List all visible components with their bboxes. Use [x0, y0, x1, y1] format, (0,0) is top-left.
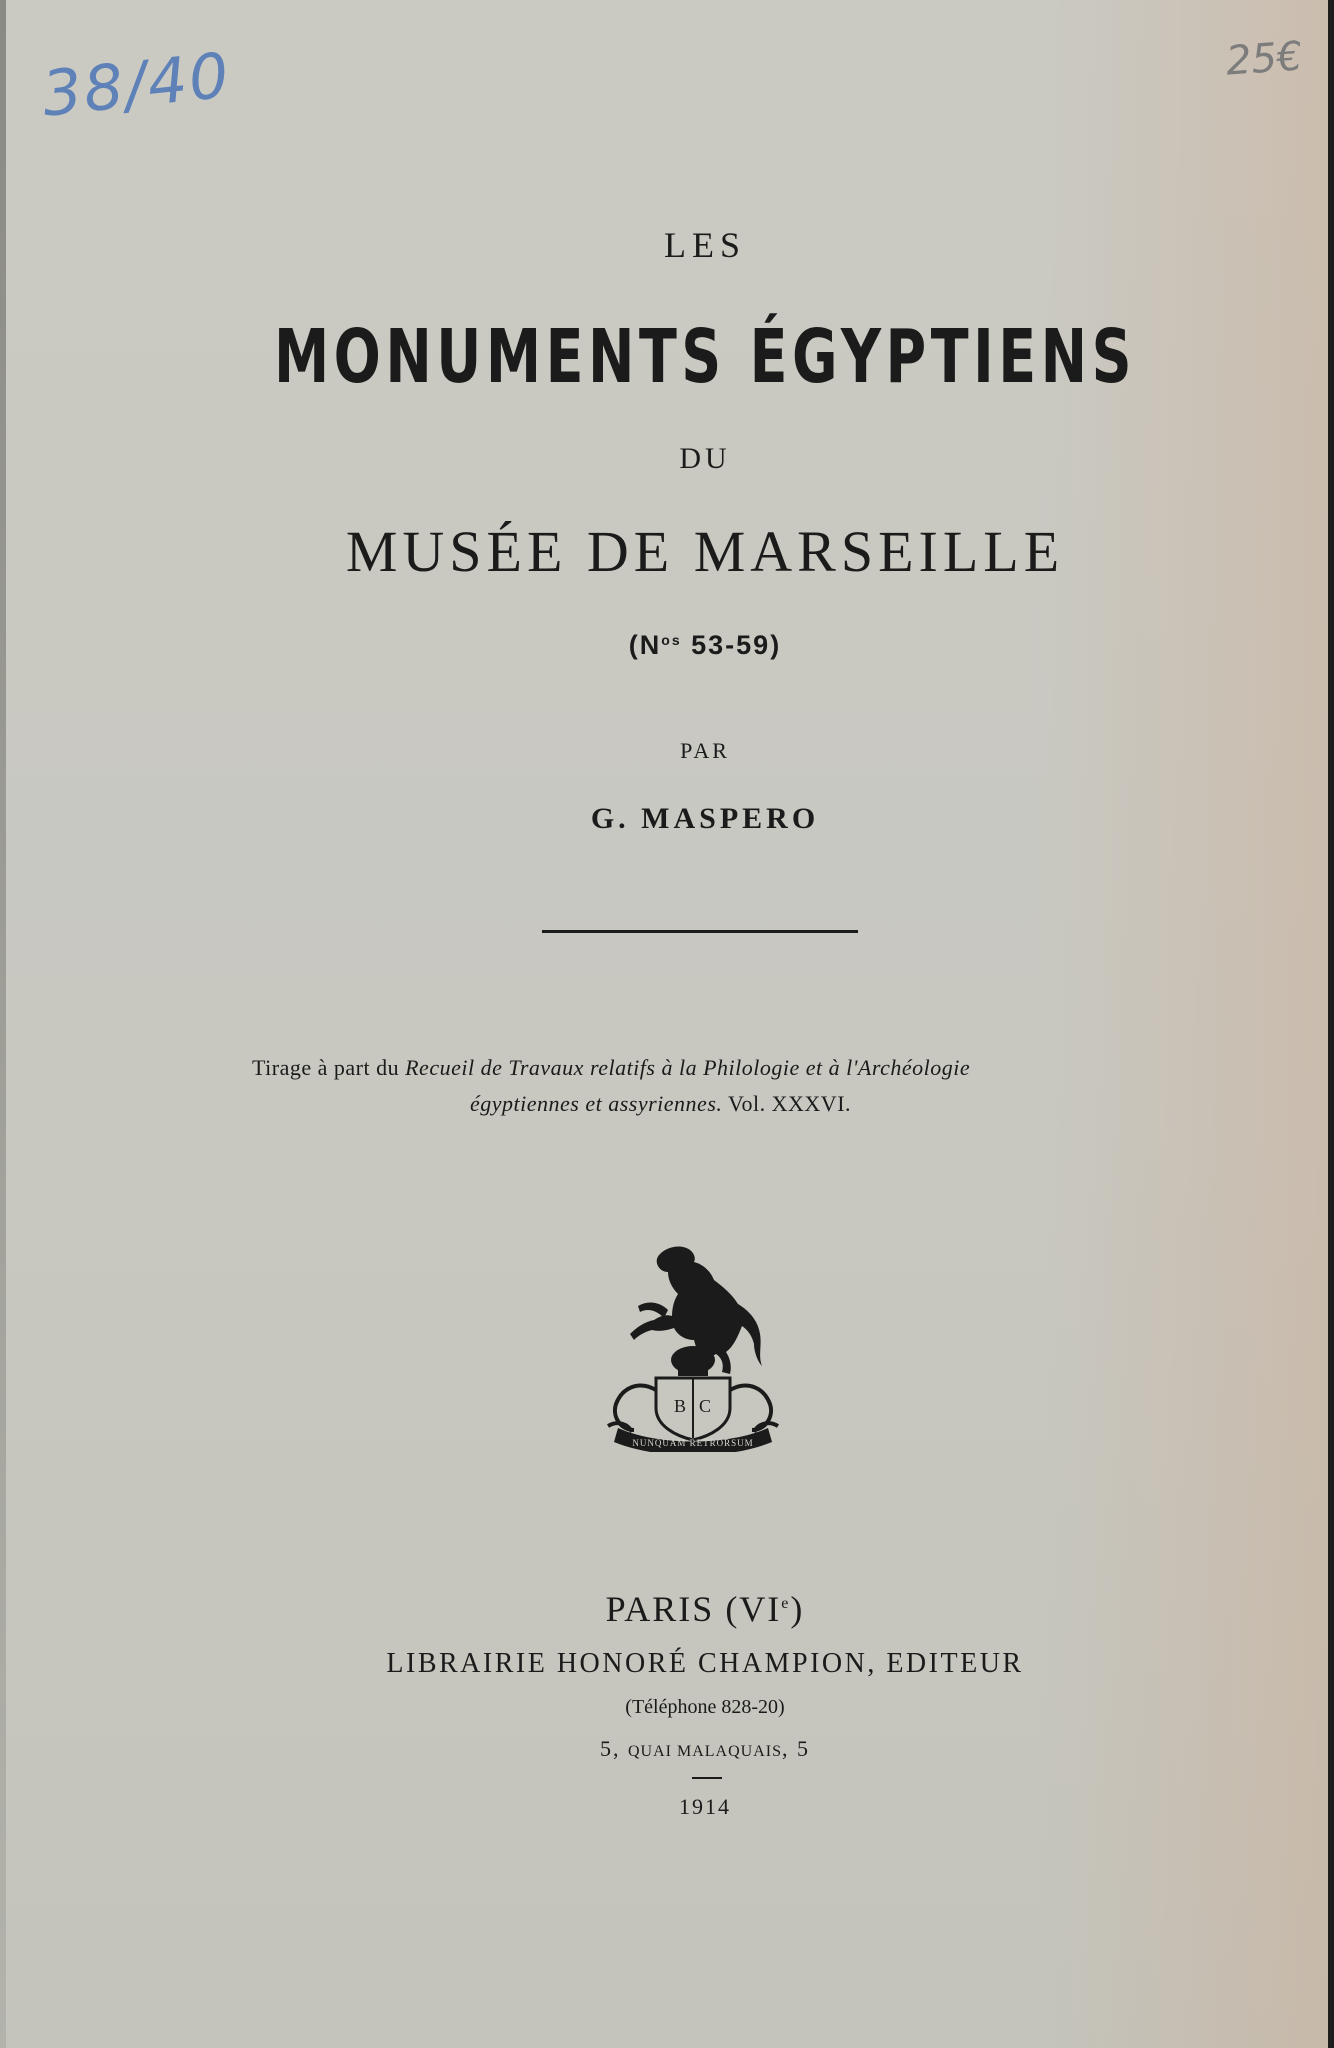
address-street: QUAI MALAQUAIS: [628, 1743, 782, 1760]
offprint-line-2: [252, 1086, 1152, 1122]
emblem-initial-c: C: [699, 1396, 712, 1416]
offprint-prefix: Tirage à part du: [252, 1055, 406, 1080]
offprint-journal-title: Recueil de Travaux relatifs à la Philologie et à l'Archéologie: [405, 1055, 971, 1080]
address-number-2: , 5: [782, 1736, 810, 1761]
author-par: PAR: [680, 738, 730, 763]
offprint-note: [252, 1050, 1152, 1122]
publisher-city-sup: e: [781, 1595, 791, 1612]
catalogue-numbers-range: 53-59): [681, 630, 782, 660]
publisher-city-name: PARIS (VI: [605, 1589, 782, 1629]
publisher-city-close: ): [790, 1589, 805, 1629]
title-main: MONUMENTS ÉGYPTIENS: [273, 314, 1137, 400]
helmet-icon: [671, 1346, 715, 1376]
handwritten-note-left: 38/40: [38, 38, 234, 131]
publisher-address: [0, 1736, 1334, 1762]
publication-year: 1914: [679, 1794, 731, 1819]
publisher-name: LIBRAIRIE HONORÉ CHAMPION, EDITEUR: [386, 1648, 1024, 1679]
offprint-volume: Vol. XXXVI.: [722, 1091, 852, 1116]
title-les: LES: [663, 225, 746, 265]
catalogue-numbers-prefix: (N: [628, 630, 662, 660]
offprint-journal-title-cont: égyptiennes et assyriennes.: [470, 1091, 723, 1116]
title-du: DU: [679, 442, 731, 475]
emblem-initial-b: B: [674, 1396, 687, 1416]
offprint-line-1: [252, 1050, 1152, 1086]
short-divider: [692, 1777, 722, 1779]
address-number-1: 5,: [600, 1736, 628, 1761]
handwritten-note-right: 25€: [1224, 33, 1304, 85]
publisher-phone: (Téléphone 828-20): [625, 1696, 785, 1718]
divider-rule: [542, 930, 858, 933]
publisher-emblem: [598, 1240, 788, 1452]
emblem-motto: NUNQUAM RETRORSUM: [632, 1438, 754, 1448]
title-sub: MUSÉE DE MARSEILLE: [345, 519, 1065, 584]
publisher-city: [0, 1588, 1334, 1630]
catalogue-numbers: [0, 630, 1334, 661]
shield-icon: [656, 1378, 730, 1440]
author-name: G. MASPERO: [590, 802, 820, 835]
catalogue-numbers-sup: os: [661, 632, 682, 648]
